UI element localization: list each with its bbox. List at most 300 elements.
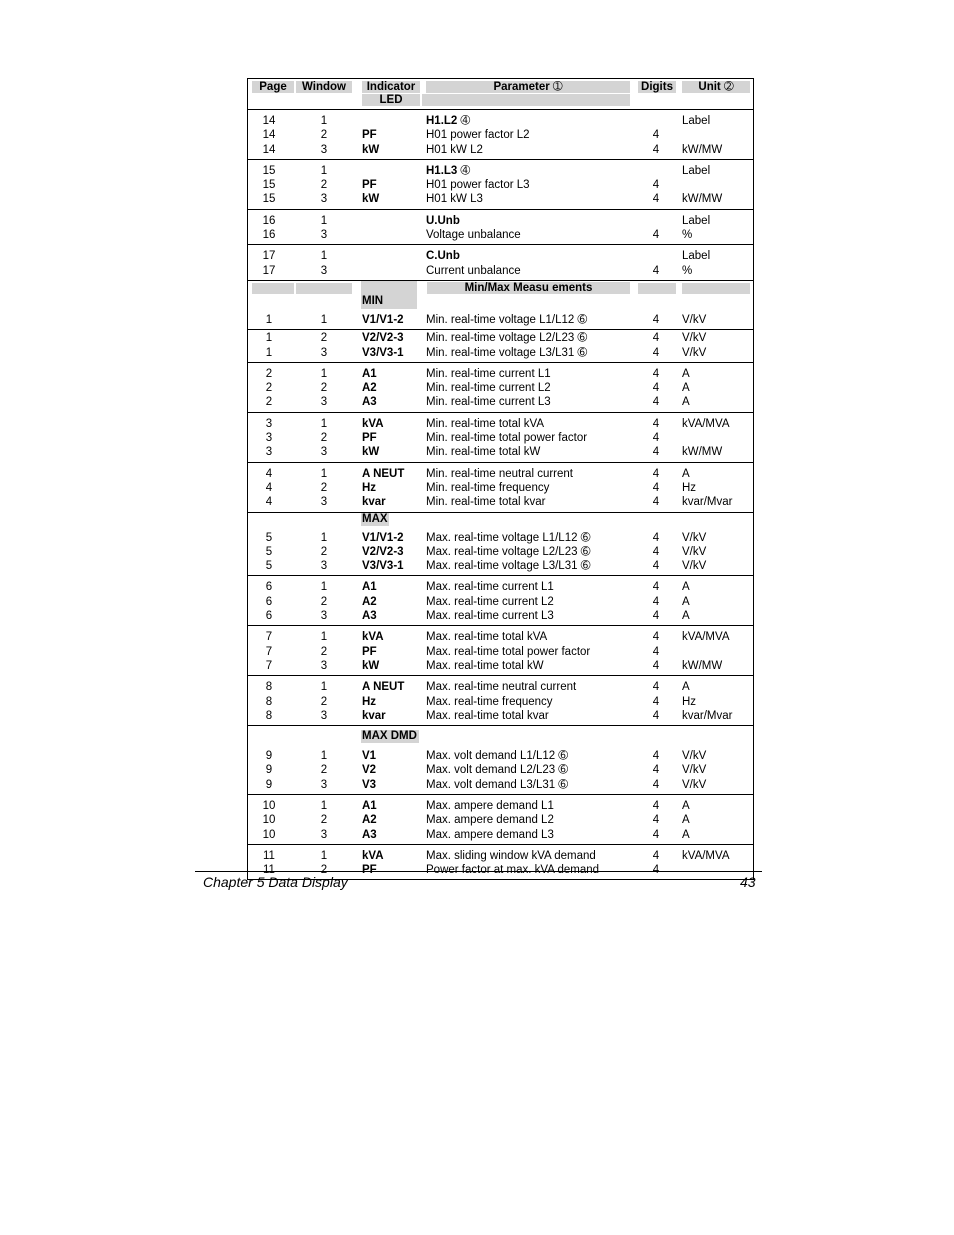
cell-digits: 4: [652, 193, 660, 206]
cell-digits: 4: [652, 814, 660, 827]
cell-digits: 4: [652, 595, 660, 608]
cell-unit: V/kV: [682, 750, 707, 763]
cell-digits: 4: [652, 129, 660, 142]
cell-window: 1: [320, 367, 328, 380]
cell-indicator-led: PF: [362, 179, 377, 192]
cell-page: 2: [265, 367, 273, 380]
cell-unit: kvar/Mvar: [682, 709, 733, 722]
cell-page: 8: [265, 709, 273, 722]
cell-unit: A: [682, 367, 690, 380]
cell-page: 3: [265, 446, 273, 459]
cell-digits: 4: [652, 264, 660, 277]
footer-rule: [195, 871, 762, 872]
cell-unit: V/kV: [682, 531, 707, 544]
cell-unit: Label: [682, 250, 711, 263]
table-row: [248, 709, 753, 723]
cell-digits: 4: [652, 695, 660, 708]
cell-unit: kVA/MVA: [682, 417, 730, 430]
minmax-section-header: [248, 281, 753, 310]
cell-unit: A: [682, 681, 690, 694]
cell-digits: 4: [652, 481, 660, 494]
cell-page: 6: [265, 595, 273, 608]
table-row: [248, 178, 753, 192]
cell-indicator-led: V3: [362, 778, 377, 791]
cell-indicator-led: kW: [362, 446, 380, 459]
cell-parameter: H01 power factor L3: [426, 179, 530, 192]
cell-window: 1: [320, 313, 328, 326]
cell-page: 8: [265, 681, 273, 694]
cell-parameter: C.Unb: [426, 250, 460, 263]
cell-parameter: U.Unb: [426, 214, 460, 227]
cell-window: 1: [320, 681, 328, 694]
cell-parameter: Min. real-time total kW: [426, 446, 541, 459]
table-row: [248, 214, 753, 228]
cell-window: 1: [320, 750, 328, 763]
maxdmd-label: MAX DMD: [361, 730, 419, 743]
cell-window: 1: [320, 631, 328, 644]
cell-indicator-led: V1: [362, 750, 377, 763]
cell-unit: A: [682, 467, 690, 480]
cell-parameter: Max. real-time voltage L2/L23 ➅: [426, 545, 591, 558]
row-group: [248, 745, 753, 795]
min-label: MIN: [362, 294, 384, 307]
row-group: [248, 463, 753, 513]
cell-indicator-led: A1: [362, 799, 377, 812]
cell-page: 6: [265, 581, 273, 594]
cell-unit: A: [682, 828, 690, 841]
cell-parameter: H01 power factor L2: [426, 129, 530, 142]
table-row: [248, 778, 753, 792]
cell-page: 2: [265, 382, 273, 395]
cell-parameter: Min. real-time total power factor: [426, 432, 588, 445]
table-row: [248, 799, 753, 813]
table-row: [248, 445, 753, 459]
cell-parameter: H01 kW L2: [426, 143, 483, 156]
header-window: Window: [296, 81, 352, 93]
cell-window: 3: [320, 193, 328, 206]
cell-parameter: Max. real-time neutral current: [426, 681, 577, 694]
cell-page: 10: [262, 828, 276, 841]
cell-digits: 4: [652, 828, 660, 841]
cell-digits: 4: [652, 143, 660, 156]
header-led: LED: [362, 94, 420, 106]
header-digits: Digits: [638, 81, 676, 93]
cell-window: 2: [320, 764, 328, 777]
cell-unit: kW/MW: [682, 659, 723, 672]
cell-page: 15: [262, 164, 276, 177]
cell-indicator-led: V3/V3-1: [362, 560, 404, 573]
cell-parameter: Min. real-time frequency: [426, 481, 550, 494]
cell-unit: Hz: [682, 695, 697, 708]
cell-window: 3: [320, 659, 328, 672]
row-group: [248, 363, 753, 413]
table-row: [248, 559, 753, 573]
cell-page: 7: [265, 659, 273, 672]
cell-unit: A: [682, 799, 690, 812]
table-row: [248, 331, 753, 345]
cell-unit: kVA/MVA: [682, 849, 730, 862]
cell-unit: V/kV: [682, 332, 707, 345]
cell-page: 5: [265, 545, 273, 558]
table-row: [248, 128, 753, 142]
cell-window: 3: [320, 264, 328, 277]
cell-unit: kW/MW: [682, 143, 723, 156]
cell-page: 9: [265, 764, 273, 777]
table-row: [248, 143, 753, 157]
cell-indicator-led: PF: [362, 129, 377, 142]
cell-digits: 4: [652, 849, 660, 862]
cell-indicator-led: V2/V2-3: [362, 545, 404, 558]
cell-page: 3: [265, 417, 273, 430]
row-group: [248, 160, 753, 210]
cell-parameter: Min. real-time total kvar: [426, 496, 546, 509]
cell-indicator-led: A1: [362, 367, 377, 380]
cell-digits: 4: [652, 778, 660, 791]
cell-parameter: Min. real-time total kVA: [426, 417, 545, 430]
cell-parameter: Max. real-time voltage L3/L31 ➅: [426, 560, 591, 573]
cell-page: 17: [262, 264, 276, 277]
row-group: [248, 110, 753, 160]
cell-indicator-led: PF: [362, 645, 377, 658]
cell-window: 1: [320, 799, 328, 812]
cell-window: 2: [320, 129, 328, 142]
cell-window: 1: [320, 250, 328, 263]
cell-indicator-led: kVA: [362, 417, 384, 430]
cell-digits: 4: [652, 229, 660, 242]
cell-page: 14: [262, 129, 276, 142]
maxdmd-section-header: [248, 726, 753, 745]
table-row: [248, 367, 753, 381]
cell-indicator-led: A3: [362, 396, 377, 409]
cell-window: 2: [320, 695, 328, 708]
cell-parameter: Max. sliding window kVA demand: [426, 849, 596, 862]
cell-parameter: Max. ampere demand L2: [426, 814, 554, 827]
table-row: [248, 481, 753, 495]
cell-page: 11: [263, 849, 275, 862]
cell-parameter: Max. real-time current L1: [426, 581, 554, 594]
cell-window: 2: [320, 645, 328, 658]
cell-unit: kW/MW: [682, 193, 723, 206]
cell-digits: 4: [652, 332, 660, 345]
cell-indicator-led: A3: [362, 828, 377, 841]
max-section-header: [248, 513, 753, 527]
cell-unit: V/kV: [682, 778, 707, 791]
cell-parameter: H1.L2 ➃: [426, 115, 471, 127]
cell-indicator-led: kW: [362, 143, 380, 156]
cell-unit: V/kV: [682, 346, 707, 359]
cell-indicator-led: V3/V3-1: [362, 346, 404, 359]
table-row: [248, 431, 753, 445]
cell-unit: %: [682, 229, 693, 242]
cell-parameter: Current unbalance: [426, 264, 521, 277]
row-group: [248, 210, 753, 246]
cell-page: 3: [265, 432, 273, 445]
row-group: [248, 245, 753, 281]
cell-page: 4: [265, 496, 273, 509]
cell-page: 10: [262, 814, 276, 827]
cell-page: 9: [265, 778, 273, 791]
header-shade: [426, 94, 630, 106]
section-title: Min/Max Measu ements: [427, 282, 630, 294]
cell-page: 16: [262, 214, 276, 227]
cell-window: 1: [320, 467, 328, 480]
cell-unit: A: [682, 396, 690, 409]
cell-indicator-led: V2/V2-3: [362, 332, 404, 345]
cell-unit: A: [682, 610, 690, 623]
cell-window: 3: [320, 496, 328, 509]
cell-window: 2: [320, 481, 328, 494]
table-row: [248, 580, 753, 594]
cell-parameter: Max. ampere demand L1: [426, 799, 554, 812]
cell-page: 7: [265, 645, 273, 658]
cell-page: 1: [265, 332, 273, 345]
cell-unit: %: [682, 264, 693, 277]
cell-indicator-led: Hz: [362, 481, 377, 494]
cell-unit: Hz: [682, 481, 697, 494]
cell-page: 4: [265, 481, 273, 494]
cell-unit: V/kV: [682, 764, 707, 777]
cell-digits: 4: [652, 545, 660, 558]
cell-digits: 4: [652, 496, 660, 509]
cell-page: 5: [265, 560, 273, 573]
cell-parameter: Max. volt demand L2/L23 ➅: [426, 764, 568, 777]
cell-digits: 4: [652, 645, 660, 658]
cell-page: 14: [262, 143, 276, 156]
cell-indicator-led: A NEUT: [362, 467, 405, 480]
cell-page: 5: [265, 531, 273, 544]
cell-window: 3: [320, 778, 328, 791]
cell-unit: A: [682, 382, 690, 395]
cell-unit: kVA/MVA: [682, 631, 730, 644]
cell-window: 3: [320, 828, 328, 841]
cell-digits: 4: [652, 681, 660, 694]
cell-digits: 4: [652, 417, 660, 430]
cell-indicator-led: Hz: [362, 695, 377, 708]
cell-indicator-led: V2: [362, 764, 377, 777]
cell-window: 1: [320, 214, 328, 227]
cell-window: 3: [320, 610, 328, 623]
cell-page: 2: [265, 396, 273, 409]
table-row: [248, 381, 753, 395]
dmd-groups: [248, 745, 753, 879]
table-row: [248, 545, 753, 559]
cell-digits: 4: [652, 581, 660, 594]
cell-window: 1: [320, 417, 328, 430]
cell-indicator-led: A3: [362, 610, 377, 623]
cell-page: 1: [265, 313, 273, 326]
row-group: [248, 676, 753, 726]
cell-parameter: Min. real-time current L1: [426, 367, 551, 380]
cell-parameter: Max. volt demand L1/L12 ➅: [426, 750, 568, 763]
cell-indicator-led: V1/V1-2: [362, 531, 404, 544]
header-indicator: Indicator: [362, 81, 420, 93]
cell-window: 2: [320, 332, 328, 345]
cell-digits: 4: [652, 531, 660, 544]
section-shade: [682, 283, 750, 294]
header-parameter: Parameter ➀: [426, 81, 630, 93]
cell-window: 1: [320, 164, 328, 177]
cell-indicator-led: kW: [362, 193, 380, 206]
cell-unit: V/kV: [682, 313, 707, 326]
footer-page-number: 43: [740, 874, 756, 890]
cell-parameter: Max. real-time current L3: [426, 610, 554, 623]
table-row: [248, 659, 753, 673]
table-row: [248, 531, 753, 545]
cell-digits: 4: [652, 610, 660, 623]
cell-digits: 4: [652, 179, 660, 192]
cell-indicator-led: kVA: [362, 849, 384, 862]
cell-window: 3: [320, 560, 328, 573]
table-row: [248, 849, 753, 863]
cell-page: 9: [265, 750, 273, 763]
cell-parameter: Min. real-time current L2: [426, 382, 551, 395]
cell-digits: 4: [652, 467, 660, 480]
cell-unit: Label: [682, 115, 711, 127]
header-page: Page: [252, 81, 294, 93]
cell-parameter: H01 kW L3: [426, 193, 483, 206]
max-groups: [248, 527, 753, 727]
cell-digits: 4: [652, 659, 660, 672]
cell-indicator-led: kvar: [362, 709, 386, 722]
cell-parameter: Min. real-time voltage L1/L12 ➅: [426, 313, 588, 326]
top-groups: [248, 110, 753, 281]
cell-unit: kvar/Mvar: [682, 496, 733, 509]
cell-indicator-led: A2: [362, 814, 377, 827]
cell-page: 14: [262, 115, 276, 127]
table-row: [248, 695, 753, 709]
cell-indicator-led: kvar: [362, 496, 386, 509]
header-unit: Unit ➁: [682, 81, 750, 93]
footer-chapter: Chapter 5 Data Display: [203, 874, 348, 890]
cell-digits: 4: [652, 631, 660, 644]
cell-indicator-led: A NEUT: [362, 681, 405, 694]
table-row: [248, 417, 753, 431]
cell-window: 3: [320, 709, 328, 722]
max-label: MAX: [362, 512, 388, 525]
cell-indicator-led: A2: [362, 382, 377, 395]
cell-window: 2: [320, 432, 328, 445]
table-row: [248, 313, 753, 327]
cell-unit: V/kV: [682, 545, 707, 558]
data-display-table: [247, 78, 754, 880]
table-row: [248, 680, 753, 694]
table-row: [248, 467, 753, 481]
cell-window: 3: [320, 143, 328, 156]
cell-parameter: Min. real-time voltage L3/L31 ➅: [426, 346, 588, 359]
cell-digits: 4: [652, 709, 660, 722]
cell-digits: 4: [652, 313, 660, 326]
cell-digits: 4: [652, 764, 660, 777]
cell-digits: 4: [652, 446, 660, 459]
cell-parameter: Max. real-time total kvar: [426, 709, 549, 722]
cell-unit: A: [682, 814, 690, 827]
table-row: [248, 192, 753, 206]
section-shade: [638, 283, 676, 294]
table-row: [248, 495, 753, 509]
cell-window: 2: [320, 545, 328, 558]
cell-unit: A: [682, 581, 690, 594]
table-row: [248, 114, 753, 128]
cell-page: 7: [265, 631, 273, 644]
cell-unit: Label: [682, 164, 711, 177]
table-row: [248, 749, 753, 763]
cell-unit: A: [682, 595, 690, 608]
cell-unit: kW/MW: [682, 446, 723, 459]
cell-page: 10: [262, 799, 276, 812]
cell-window: 2: [320, 814, 328, 827]
table-row: [248, 595, 753, 609]
table-row: [248, 264, 753, 278]
cell-parameter: Max. real-time voltage L1/L12 ➅: [426, 531, 591, 544]
row-group: [248, 527, 753, 577]
table-header: [248, 79, 753, 110]
cell-unit: V/kV: [682, 560, 707, 573]
row-group: [248, 330, 753, 363]
cell-indicator-led: V1/V1-2: [362, 313, 404, 326]
cell-unit: Label: [682, 214, 711, 227]
cell-digits: 4: [652, 560, 660, 573]
table-row: [248, 645, 753, 659]
table-row: [248, 630, 753, 644]
table-row: [248, 828, 753, 842]
cell-indicator-led: A1: [362, 581, 377, 594]
cell-parameter: Max. real-time frequency: [426, 695, 553, 708]
cell-parameter: Max. real-time total kVA: [426, 631, 548, 644]
cell-page: 1: [265, 346, 273, 359]
cell-window: 3: [320, 229, 328, 242]
table-row: [248, 813, 753, 827]
cell-digits: 4: [652, 432, 660, 445]
cell-page: 4: [265, 467, 273, 480]
cell-parameter: H1.L3 ➃: [426, 164, 471, 177]
cell-digits: 4: [652, 396, 660, 409]
row-group: [248, 795, 753, 845]
table-row: [248, 249, 753, 263]
cell-window: 3: [320, 346, 328, 359]
cell-indicator-led: A2: [362, 595, 377, 608]
table-row: [248, 763, 753, 777]
cell-indicator-led: PF: [362, 432, 377, 445]
cell-parameter: Min. real-time current L3: [426, 396, 551, 409]
cell-parameter: Max. ampere demand L3: [426, 828, 554, 841]
cell-page: 15: [262, 179, 276, 192]
row-group: [248, 576, 753, 626]
cell-page: 16: [262, 229, 276, 242]
cell-parameter: Min. real-time voltage L2/L23 ➅: [426, 332, 588, 345]
cell-digits: 4: [652, 750, 660, 763]
table-row: [248, 395, 753, 409]
cell-parameter: Voltage unbalance: [426, 229, 521, 242]
table-row: [248, 609, 753, 623]
cell-page: 15: [262, 193, 276, 206]
cell-window: 3: [320, 396, 328, 409]
cell-parameter: Max. real-time total kW: [426, 659, 544, 672]
table-row: [248, 346, 753, 360]
cell-window: 2: [320, 382, 328, 395]
cell-parameter: Max. volt demand L3/L31 ➅: [426, 778, 568, 791]
cell-parameter: Max. real-time current L2: [426, 595, 554, 608]
min-groups: [248, 310, 753, 513]
cell-page: 6: [265, 610, 273, 623]
cell-page: 8: [265, 695, 273, 708]
cell-digits: 4: [652, 382, 660, 395]
cell-digits: 4: [652, 367, 660, 380]
cell-indicator-led: kW: [362, 659, 380, 672]
table-row: [248, 164, 753, 178]
cell-digits: 4: [652, 346, 660, 359]
row-group: [248, 413, 753, 463]
row-group: [248, 626, 753, 676]
